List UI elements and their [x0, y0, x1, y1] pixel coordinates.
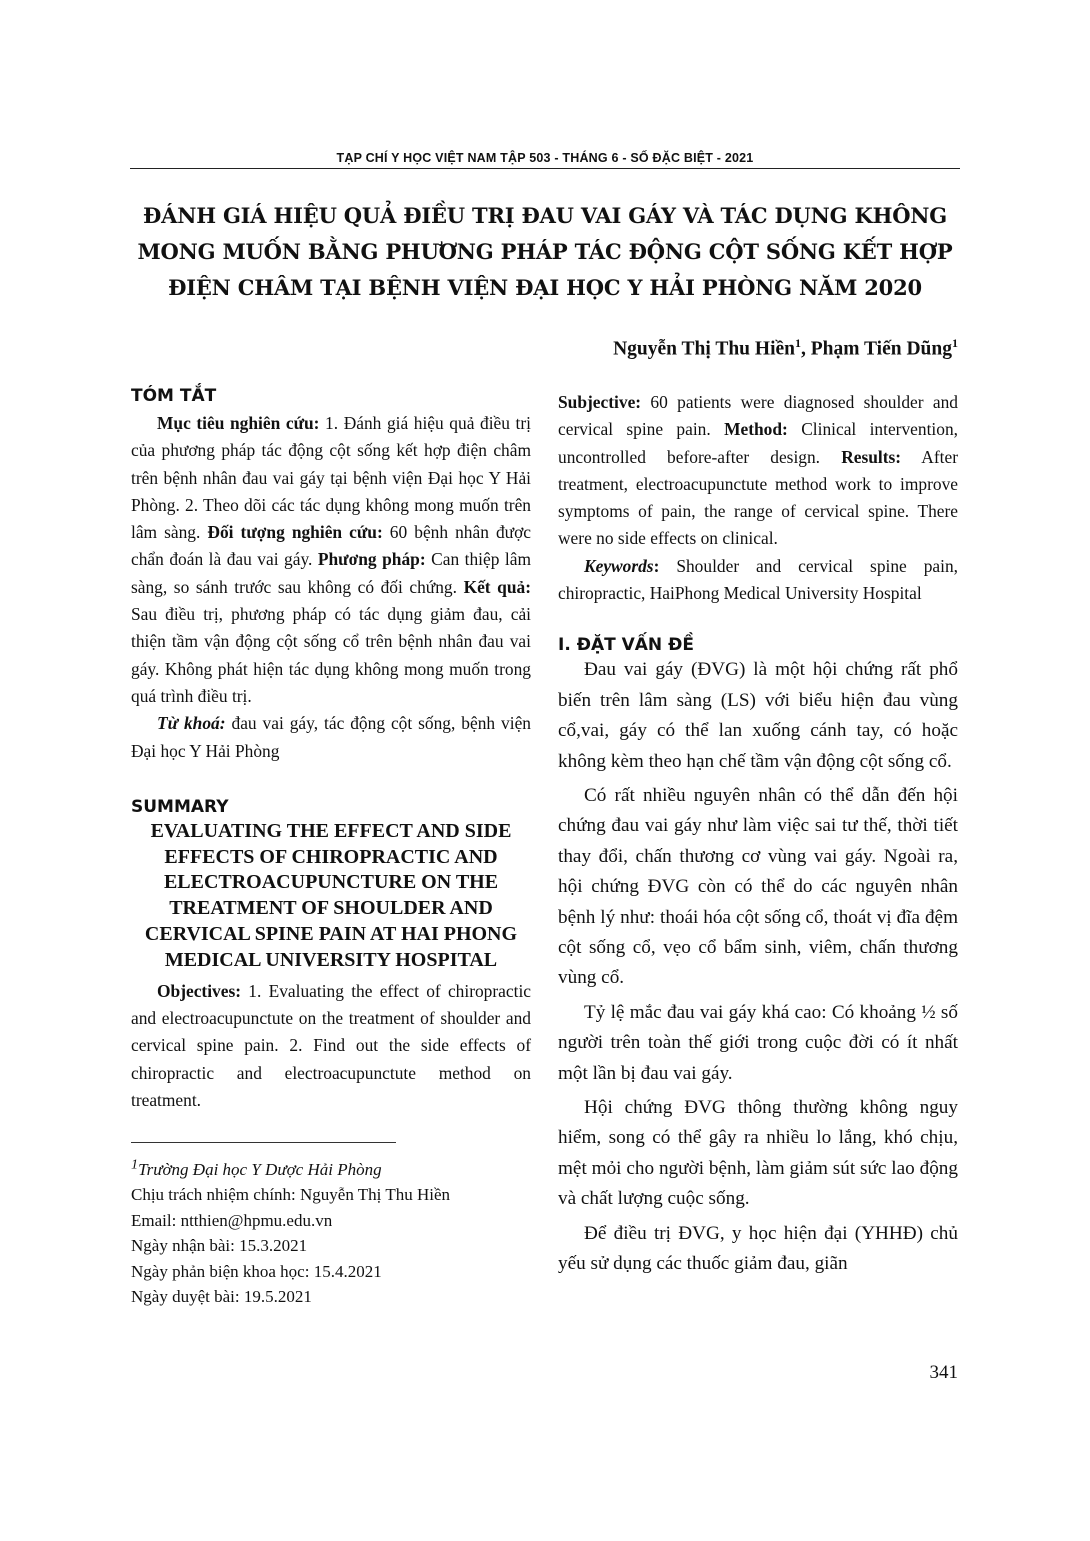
keywords-text: đau vai gáy, tác động cột sống, bệnh viện Đại học Y Hải Phòng — [131, 713, 531, 761]
result-label: Kết quả: — [463, 576, 532, 597]
header-rule — [130, 168, 960, 169]
subject-text: 60 bệnh nhân được chẩn đoán là đau vai gáy. — [131, 522, 531, 570]
keywords-label-en: Keywords — [584, 555, 654, 576]
journal-header: TẠP CHÍ Y HỌC VIỆT NAM TẬP 503 - THÁNG 6 - SỐ ĐẶC BIỆT - 2021 — [336, 151, 754, 165]
author-1: Nguyễn Thị Thu Hiền — [613, 338, 795, 360]
objective-label: Mục tiêu nghiên cứu: — [157, 413, 320, 433]
subject-label: Đối tượng nghiên cứu: — [207, 522, 383, 543]
summary-keywords — [558, 553, 958, 608]
method-label: Phương pháp: — [317, 549, 426, 570]
intro-paragraph: Tỷ lệ mắc đau vai gáy khá cao: Có khoảng ½ số người trên toàn thế giới trong cuộc đời có ít nhất một lần bị đau vai gáy. — [558, 1001, 958, 1084]
footnote-sup: 1 — [131, 1156, 139, 1173]
subjective-text: 60 patients were diagnosed shoulder and cervical spine pain. — [558, 392, 958, 440]
title-line: ĐIỆN CHÂM TẠI BỆNH VIỆN ĐẠI HỌC Y HẢI PHÒNG NĂM 2020 — [168, 275, 922, 300]
summary-title: EVALUATING THE EFFECT AND SIDE EFFECTS OF CHIROPRACTIC AND ELECTROACUPUNCTURE ON THE TREATMENT OF SHOULDER AND CERVICAL SPINE PAIN AT HAI PHONG MEDICAL UNIVERSITY HOSPITAL — [144, 819, 518, 971]
results-text: After treatment, electroacupunctute method work to improve symptoms of pain, the range of cervical spine. There were no side effects on clinical. — [558, 446, 958, 549]
footnote-email: Email: ntthien@hpmu.edu.vn — [131, 1210, 333, 1230]
summary-body-continued — [558, 389, 958, 553]
article-title — [110, 198, 980, 306]
intro-paragraph: Để điều trị ĐVG, y học hiện đại (YHHĐ) chủ yếu sử dụng các thuốc giảm đau, giãn — [558, 1222, 958, 1275]
keywords-text-en: Shoulder and cervical spine pain, chiropractic, HaiPhong Medical University Hospital — [558, 555, 958, 604]
page-number: 341 — [929, 1362, 958, 1383]
subjective-label: Subjective: — [558, 392, 642, 412]
abstract-vi-keywords — [131, 710, 531, 765]
author-1-affiliation: 1 — [795, 336, 801, 350]
authors — [613, 336, 958, 361]
abstract-vi-body — [131, 410, 531, 710]
author-2-affiliation: 1 — [952, 336, 958, 350]
method-text: Can thiệp lâm sàng, so sánh trước sau không có đối chứng. — [131, 549, 531, 597]
intro-paragraph: Hội chứng ĐVG thông thường không nguy hiểm, song có thể gây ra nhiều lo lắng, khó chịu, mệt mỏi cho người bệnh, làm giảm sút sức lao động và chất lượng cuộc sống. — [558, 1097, 958, 1210]
author-separator: , — [801, 338, 811, 360]
intro-paragraph: Đau vai gáy (ĐVG) là một hội chứng rất phổ biến trên lâm sàng (LS) với biểu hiện đau vùng cổ,vai, gáy có thể lan xuống cánh tay, có hoặc không kèm theo hạn chế tầm vận động cột sống cổ. — [558, 659, 958, 772]
footnote — [131, 1142, 531, 1310]
footnote-affiliation — [131, 1152, 531, 1182]
left-column — [131, 386, 531, 1310]
footnote-received: Ngày nhận bài: 15.3.2021 — [131, 1236, 308, 1256]
right-column — [558, 389, 958, 1280]
abstract-vi-heading: TÓM TẮT — [131, 386, 217, 406]
keywords-label: Từ khoá: — [157, 713, 226, 734]
intro-paragraph: Có rất nhiều nguyên nhân có thể dẫn đến hội chứng đau vai gáy như làm việc sai tư thế, thời tiết thay đổi, chấn thương cơ vùng vai gáy. Ngoài ra, hội chứng ĐVG còn có thể do các nguyên nhân bệnh lý như: thoái hóa cột sống cổ, thoát vị đĩa đệm cột sống cổ, vẹo cổ bẩm sinh, viêm, chấn thương vùng cổ. — [558, 785, 958, 989]
objectives-text: 1. Evaluating the effect of chiropractic and electroacupunctute on the treatment of shoulder and cervical spine pain. 2. Find out the side effects of chiropractic and electroacupunctute method on treatment. — [131, 980, 531, 1110]
affiliation-text: Trường Đại học Y Dược Hải Phòng — [138, 1159, 382, 1179]
footnote-rule — [131, 1142, 396, 1143]
title-line: ĐÁNH GIÁ HIỆU QUẢ ĐIỀU TRỊ ĐAU VAI GÁY VÀ TÁC DỤNG KHÔNG — [142, 203, 948, 228]
footnote-reviewed: Ngày phản biện khoa học: 15.4.2021 — [131, 1261, 382, 1281]
author-2: Phạm Tiến Dũng — [810, 338, 952, 360]
result-text: Sau điều trị, phương pháp có tác dụng giảm đau, cải thiện tầm vận động cột sống cổ trên bệnh nhân đau vai gáy. Không phát hiện tác dụng không mong muốn trong quá trình điều trị. — [131, 604, 531, 706]
footnote-responsible: Chịu trách nhiệm chính: Nguyễn Thị Thu Hiền — [131, 1185, 451, 1205]
objectives-label: Objectives: — [157, 980, 242, 1001]
intro-heading: I. ĐẶT VẤN ĐỀ — [558, 635, 694, 656]
keywords-colon: : — [653, 555, 660, 576]
method-label-en: Method: — [724, 419, 788, 440]
results-label: Results: — [841, 446, 902, 467]
summary-heading: SUMMARY — [131, 796, 229, 817]
summary-body — [131, 978, 531, 1114]
method-text-en: Clinical intervention, uncontrolled before-after design. — [558, 419, 958, 467]
footnote-accepted: Ngày duyệt bài: 19.5.2021 — [131, 1287, 312, 1307]
intro-body — [558, 655, 958, 1279]
objective-text: 1. Đánh giá hiệu quả điều trị của phương pháp tác động cột sống kết hợp điện châm trên bệnh nhân đau vai gáy tại bệnh viện Đại học Y Hải Phòng. 2. Theo dõi các tác dụng không mong muốn trên lâm sàng. — [131, 413, 531, 543]
title-line: MONG MUỐN BẰNG PHƯƠNG PHÁP TÁC ĐỘNG CỘT SỐNG KẾT HỢP — [137, 239, 953, 264]
